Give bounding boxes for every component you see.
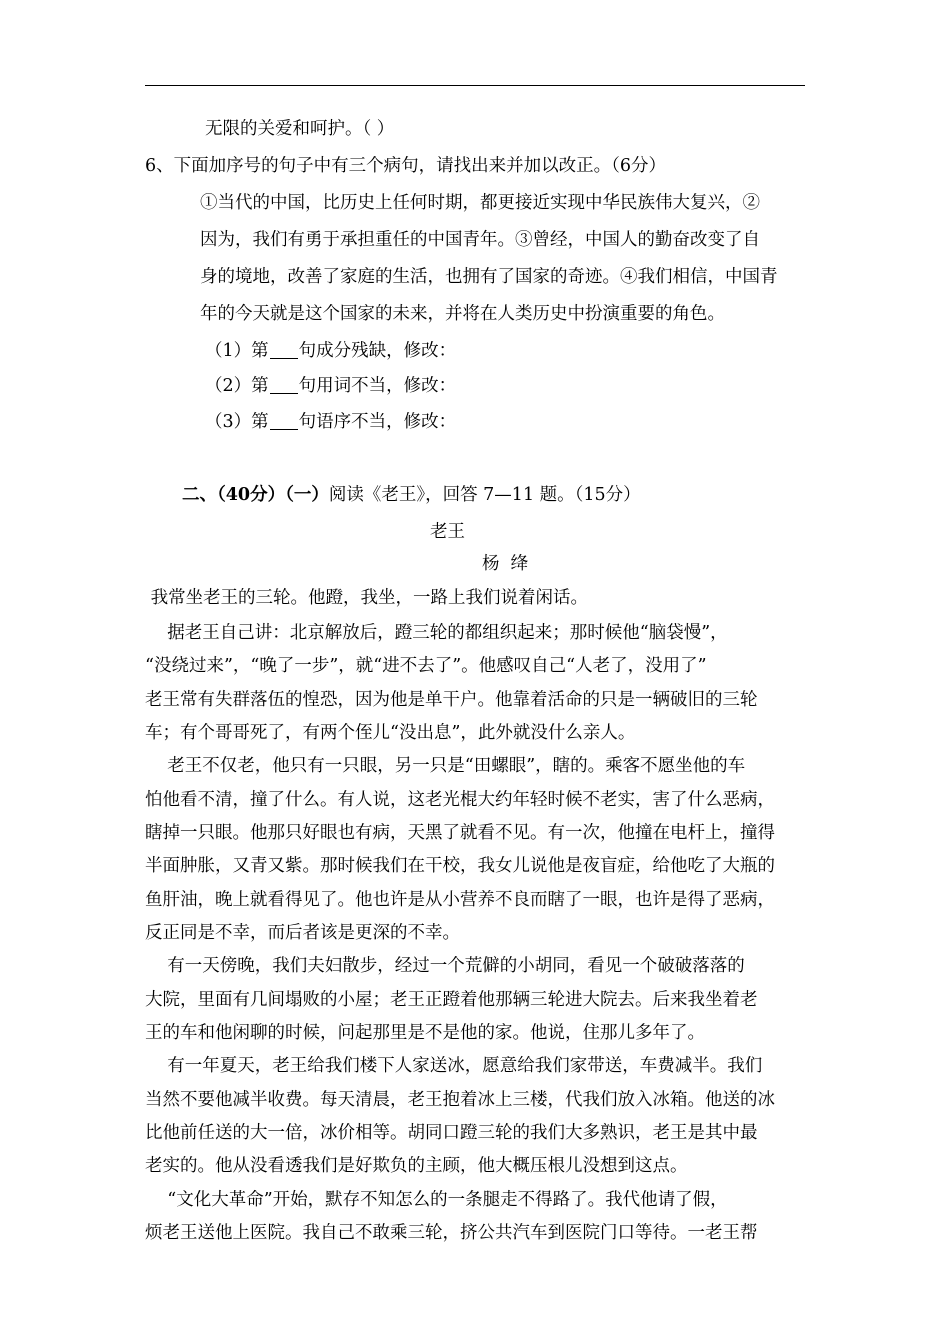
answer-blank[interactable]: [270, 412, 298, 430]
article-line: 有一年夏天，老王给我们楼下人家送冰，愿意给我们家带送，车费减半。我们: [145, 1056, 763, 1076]
q6-item-prefix: （2）第: [205, 376, 269, 396]
article-line: 大院，里面有几间塌败的小屋；老王正蹬着他那辆三轮进大院去。后来我坐着老: [145, 990, 758, 1010]
article-line: 鱼肝油，晚上就看得见了。他也许是从小营养不良而瞎了一眼，也许是得了恶病，: [145, 890, 775, 910]
q6-heading: 6、下面加序号的句子中有三个病句，请找出来并加以改正。（6分）: [145, 156, 667, 176]
q6-item-1: [205, 340, 456, 362]
article-line: 怕他看不清，撞了什么。有人说，这老光棍大约年轻时候不老实，害了什么恶病，: [145, 790, 775, 810]
article-line: 老实的。他从没看透我们是好欺负的主顾，他大概压根儿没想到这点。: [145, 1156, 688, 1176]
article-line: 半面肿胀，又青又紫。那时候我们在干校，我女儿说他是夜盲症，给他吃了大瓶的: [145, 856, 775, 876]
q6-item-suffix: 句用词不当，修改：: [298, 376, 457, 396]
q6-item-suffix: 句语序不当，修改：: [298, 412, 457, 432]
article-line: 当然不要他减半收费。每天清晨，老王抱着冰上三楼，代我们放入冰箱。他送的冰: [145, 1090, 775, 1110]
article-line: “文化大革命”开始，默存不知怎么的一条腿走不得路了。我代他请了假，: [145, 1190, 728, 1210]
q6-item-suffix: 句成分残缺，修改：: [298, 341, 457, 361]
article-line: 瞎掉一只眼。他那只好眼也有病，天黑了就看不见。有一次，他撞在电杆上，撞得: [145, 823, 775, 843]
article-line: 反正同是不幸，而后者该是更深的不幸。: [145, 923, 460, 943]
article-line: 我常坐老王的三轮。他蹬，我坐，一路上我们说着闲话。: [145, 588, 589, 608]
section2-heading: [182, 484, 641, 506]
header-rule: [145, 85, 805, 86]
article-line: 老王不仅老，他只有一只眼，另一只是“田螺眼”，瞎的。乘客不愿坐他的车: [145, 756, 746, 776]
article-line: 老王常有失群落伍的惶恐，因为他是单干户。他靠着活命的只是一辆破旧的三轮: [145, 690, 758, 710]
q5-tail: 无限的关爱和呵护。（ ）: [205, 119, 395, 139]
section2-heading-bold: 二、（40分）（一）: [182, 485, 329, 505]
q6-item-prefix: （3）第: [205, 412, 269, 432]
q6-item-2: [205, 375, 456, 397]
article-title: 老王: [430, 522, 465, 542]
article-line: 烦老王送他上医院。我自己不敢乘三轮，挤公共汽车到医院门口等待。一老王帮: [145, 1223, 758, 1243]
q6-passage-line: 身的境地，改善了家庭的生活，也拥有了国家的奇迹。④我们相信，中国青: [200, 267, 778, 287]
q6-passage-line: 年的今天就是这个国家的未来，并将在人类历史中扮演重要的角色。: [200, 304, 725, 324]
q6-item-3: [205, 411, 456, 433]
q6-passage-line: ①当代的中国，比历史上任何时期，都更接近实现中华民族伟大复兴，②: [200, 193, 760, 213]
answer-blank[interactable]: [270, 341, 298, 359]
section2-heading-rest: 阅读《老王》，回答 7—11 题。（15分）: [328, 485, 641, 505]
article-line: 王的车和他闲聊的时候，问起那里是不是他的家。他说，住那儿多年了。: [145, 1023, 705, 1043]
article-line: 有一天傍晚，我们夫妇散步，经过一个荒僻的小胡同，看见一个破破落落的: [145, 956, 745, 976]
article-line: “没绕过来”，“晚了一步”，就“进不去了”。他感叹自己“人老了，没用了”: [145, 656, 707, 676]
q6-item-prefix: （1）第: [205, 341, 269, 361]
article-author: 杨 绛: [482, 554, 529, 574]
article-line: 比他前任送的大一倍，冰价相等。胡同口蹬三轮的我们大多熟识，老王是其中最: [145, 1123, 758, 1143]
q6-passage-line: 因为，我们有勇于承担重任的中国青年。③曾经，中国人的勤奋改变了自: [200, 230, 760, 250]
article-line: 据老王自己讲：北京解放后，蹬三轮的都组织起来；那时候他“脑袋慢”，: [145, 623, 728, 643]
article-line: 车；有个哥哥死了，有两个侄儿“没出息”，此外就没什么亲人。: [145, 723, 636, 743]
answer-blank[interactable]: [270, 376, 298, 394]
